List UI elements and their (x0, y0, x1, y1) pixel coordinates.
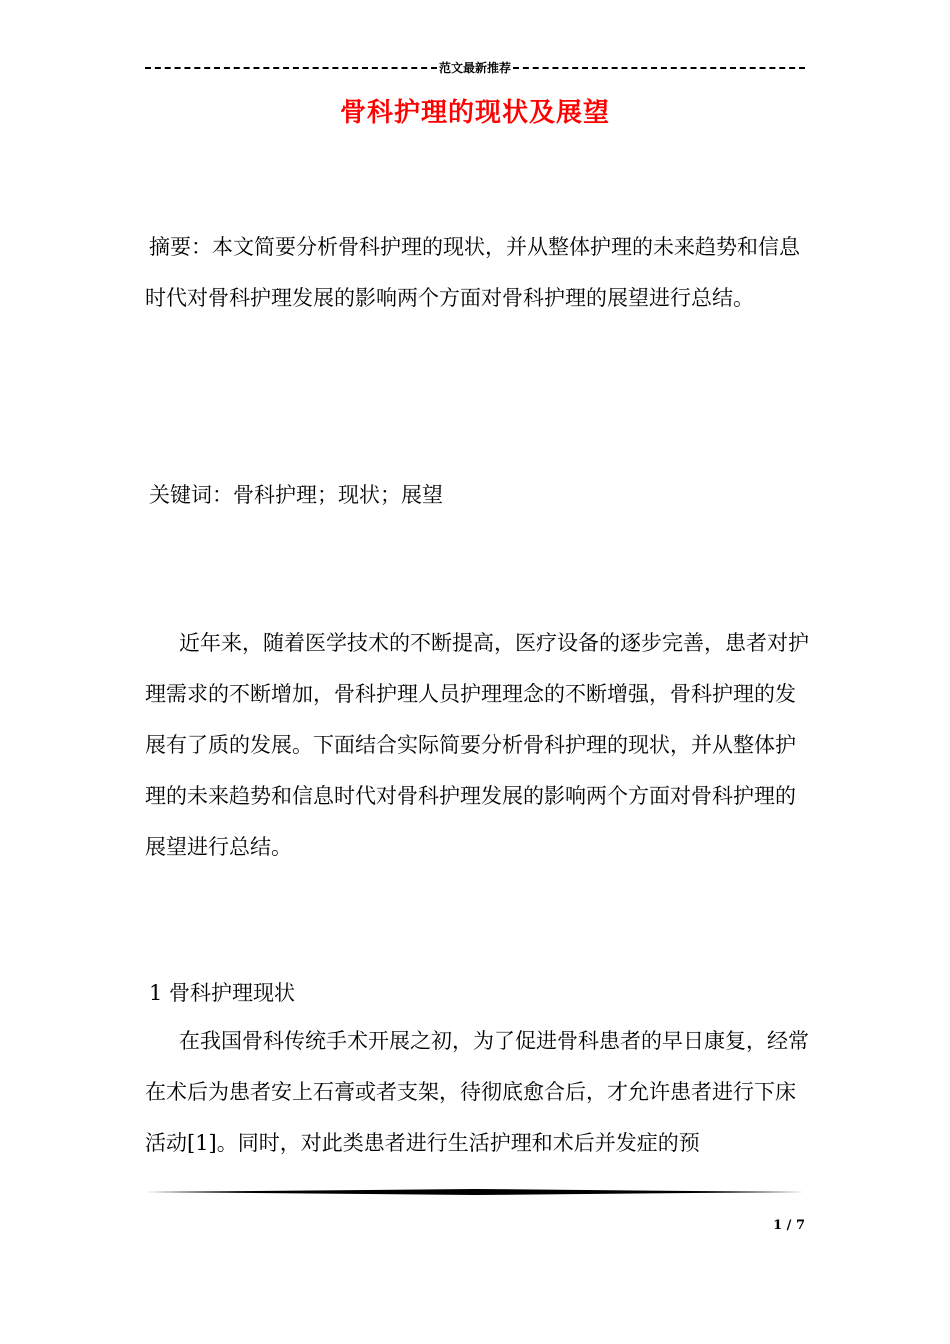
page-header (145, 58, 805, 78)
header-dashes-left (145, 67, 437, 69)
section-body-paragraph: 在我国骨科传统手术开展之初，为了促进骨科患者的早日康复，经常在术后为患者安上石膏或者支架，待彻底愈合后，才允许患者进行下床活动[1]。同时，对此类患者进行生活护理和术后并发症的预 (145, 1029, 809, 1155)
intro-paragraph: 近年来，随着医学技术的不断提高，医疗设备的逐步完善，患者对护理需求的不断增加，骨科护理人员护理理念的不断增强，骨科护理的发展有了质的发展。下面结合实际简要分析骨科护理的现状，并从整体护理的未来趋势和信息时代对骨科护理发展的影响两个方面对骨科护理的展望进行总结。 (145, 631, 809, 859)
page-number: 1 / 7 (773, 1218, 805, 1233)
section-heading: 1 骨科护理现状 (149, 981, 296, 1005)
keywords-line: 关键词：骨科护理；现状；展望 (149, 483, 443, 507)
header-label: 范文最新推荐 (439, 61, 512, 75)
document-title: 骨科护理的现状及展望 (339, 98, 610, 128)
footer-rule (145, 1189, 805, 1195)
header-dashes-right (513, 67, 805, 69)
abstract-paragraph: 摘要：本文简要分析骨科护理的现状，并从整体护理的未来趋势和信息时代对骨科护理发展的影响两个方面对骨科护理的展望进行总结。 (145, 235, 800, 310)
